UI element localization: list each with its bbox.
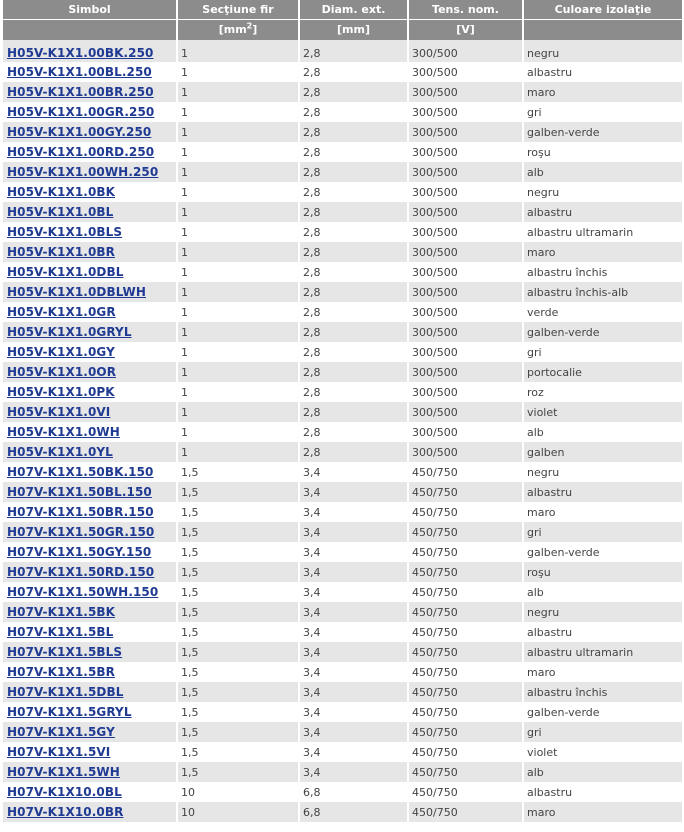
cell-color: roşu [524, 562, 682, 582]
cell-voltage: 450/750 [409, 482, 522, 502]
cell-symbol[interactable] [3, 462, 176, 482]
cell-section: 1,5 [178, 642, 298, 662]
cell-symbol[interactable] [3, 162, 176, 182]
cell-voltage: 450/750 [409, 642, 522, 662]
cell-section: 1 [178, 402, 298, 422]
cell-symbol[interactable] [3, 582, 176, 602]
cell-section: 1,5 [178, 562, 298, 582]
header-voltage: Tens. nom. [409, 0, 522, 20]
cell-voltage: 450/750 [412, 625, 458, 639]
cell-symbol[interactable] [3, 40, 176, 62]
cell-diam: 3,4 [303, 705, 321, 719]
header-unit-voltage: [V] [409, 20, 522, 40]
cell-color: portocalie [524, 362, 682, 382]
cell-section: 1 [178, 82, 298, 102]
table-row [3, 222, 682, 242]
cell-diam: 2,8 [300, 242, 407, 262]
cell-symbol[interactable] [3, 222, 176, 242]
cell-diam: 2,8 [303, 145, 321, 159]
cell-section: 1 [178, 442, 298, 462]
product-link[interactable]: H05V-K1X1.0OR [7, 365, 117, 379]
cell-voltage: 450/750 [412, 545, 458, 559]
cell-section: 1 [178, 122, 298, 142]
cell-section: 10 [181, 785, 195, 799]
cell-color: albastru [524, 202, 682, 222]
header-symbol: Simbol [3, 0, 176, 20]
header-section: Secţiune fir [178, 0, 298, 20]
table-row [3, 142, 682, 162]
product-link[interactable]: H05V-K1X1.0BL [7, 205, 114, 219]
table-row [3, 442, 682, 462]
cell-color: roşu [527, 145, 551, 159]
cell-color: violet [524, 402, 682, 422]
cell-voltage: 300/500 [412, 385, 458, 399]
cell-voltage: 300/500 [412, 145, 458, 159]
cell-voltage: 300/500 [409, 242, 522, 262]
cell-voltage: 300/500 [409, 362, 522, 382]
product-link[interactable]: H05V-K1X1.0YL [7, 445, 113, 459]
cell-voltage: 300/500 [412, 105, 458, 119]
cell-voltage: 450/750 [412, 665, 458, 679]
cell-color: gri [527, 105, 542, 119]
cell-color: negru [524, 602, 682, 622]
cell-diam: 3,4 [300, 522, 407, 542]
cell-color: violet [527, 745, 558, 759]
cell-diam: 2,8 [300, 402, 407, 422]
header-diam: Diam. ext. [300, 0, 407, 20]
product-link[interactable]: H05V-K1X1.00BK.250 [7, 46, 154, 60]
cell-color: maro [524, 242, 682, 262]
cell-symbol[interactable] [3, 302, 176, 322]
cell-section: 1 [181, 425, 188, 439]
product-link[interactable]: H05V-K1X1.0DBLWH [7, 285, 146, 299]
product-link[interactable]: H07V-K1X1.50BR.150 [7, 505, 154, 519]
product-link[interactable]: H05V-K1X1.0BLS [7, 225, 123, 239]
cell-color: alb [527, 425, 544, 439]
header-units-row [3, 20, 682, 40]
product-link[interactable]: H05V-K1X1.00GY.250 [7, 125, 152, 139]
cell-diam: 2,8 [303, 265, 321, 279]
cell-color: gri [524, 722, 682, 742]
cell-diam: 3,4 [303, 465, 321, 479]
cell-section: 1,5 [181, 585, 199, 599]
cell-symbol[interactable] [3, 362, 176, 382]
cell-color: alb [527, 585, 544, 599]
cell-section: 10 [178, 802, 298, 822]
table-row [3, 402, 682, 422]
product-link[interactable]: H07V-K1X1.50BK.150 [7, 465, 154, 479]
cell-color: albastru [527, 625, 573, 639]
cell-section: 1 [178, 162, 298, 182]
cell-symbol[interactable] [3, 322, 176, 342]
cell-symbol[interactable] [3, 82, 176, 102]
header-color: Culoare izolaţie [524, 0, 682, 20]
header-unit-section [178, 20, 298, 40]
header-units-color [524, 20, 682, 40]
product-link[interactable]: H07V-K1X1.50BL.150 [7, 485, 152, 499]
cell-diam: 3,4 [300, 762, 407, 782]
cell-voltage: 300/500 [409, 122, 522, 142]
cell-diam: 2,8 [303, 185, 321, 199]
table-row [3, 482, 682, 502]
table-row [3, 582, 682, 602]
cell-symbol[interactable] [3, 782, 176, 802]
product-link[interactable]: H07V-K1X10.0BR [7, 805, 124, 819]
cell-voltage: 300/500 [412, 185, 458, 199]
table-row [3, 322, 682, 342]
cell-diam: 3,4 [303, 625, 321, 639]
cell-section: 1,5 [181, 665, 199, 679]
product-link[interactable]: H07V-K1X1.5GRYL [7, 705, 132, 719]
cell-voltage: 450/750 [412, 785, 458, 799]
product-link[interactable]: H05V-K1X1.00GR.250 [7, 105, 155, 119]
cell-symbol[interactable] [3, 482, 176, 502]
product-link[interactable]: H05V-K1X1.0DBL [7, 265, 124, 279]
table-row [3, 782, 682, 802]
cell-diam: 6,8 [303, 785, 321, 799]
cell-voltage: 300/500 [412, 225, 458, 239]
cell-diam: 2,8 [300, 362, 407, 382]
cell-symbol[interactable] [3, 182, 176, 202]
cell-color: albastru ultramarin [524, 642, 682, 662]
cell-diam: 2,8 [303, 225, 321, 239]
cell-symbol[interactable] [3, 242, 176, 262]
cell-section: 1,5 [181, 625, 199, 639]
cell-section: 1 [181, 225, 188, 239]
cell-section: 1 [181, 185, 188, 199]
product-link[interactable]: H07V-K1X1.5WH [7, 765, 120, 779]
product-link[interactable]: H07V-K1X1.5GY [7, 725, 115, 739]
table-row [3, 742, 682, 762]
product-link[interactable]: H07V-K1X1.5BL [7, 625, 114, 639]
cell-color: alb [524, 162, 682, 182]
cell-section: 1,5 [178, 482, 298, 502]
cell-symbol[interactable] [3, 702, 176, 722]
cell-diam: 2,8 [303, 65, 321, 79]
cell-voltage: 300/500 [409, 402, 522, 422]
table-row [3, 802, 682, 822]
cell-color: albastru [527, 785, 573, 799]
cell-diam: 2,8 [303, 345, 321, 359]
cell-color: albastru ultramarin [527, 225, 634, 239]
product-link[interactable]: H05V-K1X1.0BK [7, 185, 116, 199]
cell-voltage: 450/750 [409, 682, 522, 702]
product-link[interactable]: H07V-K1X1.50GY.150 [7, 545, 152, 559]
cell-diam: 2,8 [300, 322, 407, 342]
table-row [3, 382, 682, 402]
cell-color: negru [527, 185, 560, 199]
cell-voltage: 300/500 [412, 425, 458, 439]
cell-color: maro [527, 665, 556, 679]
cell-color: galben-verde [524, 322, 682, 342]
cell-voltage: 300/500 [409, 82, 522, 102]
table-row [3, 422, 682, 442]
cell-diam: 3,4 [300, 642, 407, 662]
cell-symbol[interactable] [3, 382, 176, 402]
cell-voltage: 450/750 [409, 562, 522, 582]
unit-section-end: ] [252, 23, 258, 36]
cell-voltage: 300/500 [409, 322, 522, 342]
table-row [3, 362, 682, 382]
cell-symbol[interactable] [3, 422, 176, 442]
cell-symbol[interactable] [3, 282, 176, 302]
cell-color: verde [527, 305, 559, 319]
cell-voltage: 450/750 [409, 802, 522, 822]
table-row [3, 262, 682, 282]
cell-section: 1 [178, 322, 298, 342]
product-link[interactable]: H07V-K1X1.5BLS [7, 645, 123, 659]
cell-voltage: 300/500 [412, 265, 458, 279]
cell-symbol[interactable] [3, 742, 176, 762]
cell-voltage: 450/750 [412, 745, 458, 759]
product-link[interactable]: H07V-K1X10.0BL [7, 785, 122, 799]
table-row [3, 542, 682, 562]
cell-voltage: 450/750 [409, 722, 522, 742]
cell-voltage: 300/500 [409, 162, 522, 182]
cell-color: albastru închis [524, 682, 682, 702]
cell-diam: 6,8 [300, 802, 407, 822]
cell-symbol[interactable] [3, 342, 176, 362]
cell-diam: 2,8 [300, 202, 407, 222]
table-row [3, 82, 682, 102]
table-row [3, 642, 682, 662]
product-link[interactable]: H05V-K1X1.0GRYL [7, 325, 132, 339]
cell-symbol[interactable] [3, 622, 176, 642]
cell-color: maro [527, 505, 556, 519]
cell-voltage: 450/750 [412, 465, 458, 479]
cell-color: galben [524, 442, 682, 462]
cell-voltage: 300/500 [409, 282, 522, 302]
table-row [3, 62, 682, 82]
cell-symbol[interactable] [3, 802, 176, 822]
cell-section: 1,5 [181, 505, 199, 519]
cell-voltage: 450/750 [409, 602, 522, 622]
cell-section: 1,5 [178, 602, 298, 622]
table-row [3, 682, 682, 702]
cell-color: galben-verde [527, 545, 600, 559]
cable-table [1, 0, 684, 822]
cell-color: galben-verde [527, 705, 600, 719]
cell-color: maro [524, 802, 682, 822]
cell-diam: 2,8 [303, 305, 321, 319]
cell-symbol[interactable] [3, 142, 176, 162]
table-row [3, 502, 682, 522]
table-row [3, 662, 682, 682]
cell-symbol[interactable] [3, 642, 176, 662]
table-row [3, 282, 682, 302]
product-link[interactable]: H05V-K1X1.00WH.250 [7, 165, 159, 179]
cell-symbol[interactable] [3, 102, 176, 122]
cell-diam: 3,4 [303, 745, 321, 759]
product-link[interactable]: H07V-K1X1.50RD.150 [7, 565, 155, 579]
product-link[interactable]: H07V-K1X1.5VI [7, 745, 111, 759]
table-row [3, 102, 682, 122]
table-row [3, 522, 682, 542]
table-row [3, 182, 682, 202]
cell-voltage: 300/500 [409, 202, 522, 222]
product-link[interactable]: H05V-K1X1.0WH [7, 425, 120, 439]
product-link[interactable]: H05V-K1X1.00BL.250 [7, 65, 152, 79]
table-row [3, 462, 682, 482]
cell-color: gri [524, 522, 682, 542]
cell-symbol[interactable] [3, 762, 176, 782]
cell-diam: 3,4 [303, 585, 321, 599]
cell-diam: 2,8 [300, 82, 407, 102]
cell-color: roz [527, 385, 544, 399]
cell-diam: 3,4 [303, 505, 321, 519]
cell-diam: 2,8 [303, 385, 321, 399]
cell-color: maro [524, 82, 682, 102]
cell-symbol[interactable] [3, 662, 176, 682]
table-row [3, 242, 682, 262]
cell-symbol[interactable] [3, 522, 176, 542]
cell-section: 1,5 [178, 682, 298, 702]
cell-symbol[interactable] [3, 62, 176, 82]
table-header [3, 0, 682, 40]
cell-symbol[interactable] [3, 682, 176, 702]
table-row [3, 202, 682, 222]
cell-color: albastru închis-alb [524, 282, 682, 302]
cell-voltage: 450/750 [412, 705, 458, 719]
cell-color: albastru închis [527, 265, 608, 279]
cell-diam: 3,4 [300, 562, 407, 582]
cell-diam: 2,8 [300, 40, 407, 62]
cell-symbol[interactable] [3, 262, 176, 282]
cell-diam: 2,8 [300, 122, 407, 142]
product-link[interactable]: H05V-K1X1.0PK [7, 385, 115, 399]
table-row [3, 722, 682, 742]
cell-section: 1 [178, 362, 298, 382]
cell-voltage: 450/750 [409, 762, 522, 782]
cell-section: 1 [181, 345, 188, 359]
cell-section: 1 [178, 242, 298, 262]
cell-color: albastru [524, 482, 682, 502]
cell-symbol[interactable] [3, 722, 176, 742]
unit-section-base: [mm [218, 23, 247, 36]
product-link[interactable]: H05V-K1X1.0GR [7, 305, 116, 319]
cell-diam: 3,4 [300, 602, 407, 622]
table-row [3, 602, 682, 622]
cell-section: 1,5 [178, 522, 298, 542]
cell-section: 1,5 [181, 545, 199, 559]
cell-symbol[interactable] [3, 442, 176, 462]
cell-color: negru [524, 40, 682, 62]
table-row [3, 342, 682, 362]
cell-diam: 2,8 [303, 105, 321, 119]
cell-symbol[interactable] [3, 542, 176, 562]
cell-section: 1 [178, 282, 298, 302]
cell-diam: 3,4 [300, 682, 407, 702]
cell-diam: 2,8 [300, 282, 407, 302]
cell-section: 1 [181, 305, 188, 319]
table-row [3, 122, 682, 142]
cell-symbol[interactable] [3, 562, 176, 582]
cell-section: 1,5 [181, 465, 199, 479]
table-row [3, 40, 682, 62]
cell-section: 1 [181, 265, 188, 279]
header-unit-diam: [mm] [300, 20, 407, 40]
cell-symbol[interactable] [3, 602, 176, 622]
table-row [3, 702, 682, 722]
unit-section-exp: 2 [246, 21, 253, 31]
product-link[interactable]: H05V-K1X1.0GY [7, 345, 115, 359]
cell-section: 1 [181, 145, 188, 159]
table-body [3, 40, 682, 822]
cell-voltage: 450/750 [409, 522, 522, 542]
cell-section: 1,5 [181, 705, 199, 719]
header-row [3, 0, 682, 20]
cell-symbol[interactable] [3, 502, 176, 522]
cell-color: gri [527, 345, 542, 359]
cell-color: albastru [527, 65, 573, 79]
cell-section: 1,5 [181, 745, 199, 759]
cell-section: 1 [181, 65, 188, 79]
cell-color: alb [524, 762, 682, 782]
product-link[interactable]: H05V-K1X1.0BR [7, 245, 115, 259]
cell-diam: 3,4 [303, 665, 321, 679]
product-link[interactable]: H07V-K1X1.5DBL [7, 685, 124, 699]
product-link[interactable]: H05V-K1X1.00RD.250 [7, 145, 155, 159]
product-link[interactable]: H07V-K1X1.50GR.150 [7, 525, 155, 539]
cell-voltage: 450/750 [412, 585, 458, 599]
cell-color: negru [527, 465, 560, 479]
cell-symbol[interactable] [3, 402, 176, 422]
table-row [3, 302, 682, 322]
table-row [3, 162, 682, 182]
cell-section: 1,5 [178, 722, 298, 742]
cell-voltage: 300/500 [412, 305, 458, 319]
cell-section: 1 [178, 40, 298, 62]
cell-voltage: 300/500 [409, 40, 522, 62]
product-link[interactable]: H05V-K1X1.00BR.250 [7, 85, 154, 99]
header-units-symbol [3, 20, 176, 40]
cell-symbol[interactable] [3, 202, 176, 222]
cell-diam: 3,4 [303, 545, 321, 559]
cell-voltage: 300/500 [412, 345, 458, 359]
cell-diam: 2,8 [300, 442, 407, 462]
cell-diam: 3,4 [300, 722, 407, 742]
product-link[interactable]: H07V-K1X1.50WH.150 [7, 585, 159, 599]
cell-diam: 2,8 [303, 425, 321, 439]
cell-voltage: 300/500 [412, 65, 458, 79]
cell-symbol[interactable] [3, 122, 176, 142]
product-link[interactable]: H07V-K1X1.5BK [7, 605, 116, 619]
product-link[interactable]: H07V-K1X1.5BR [7, 665, 115, 679]
cell-diam: 3,4 [300, 482, 407, 502]
table-row [3, 622, 682, 642]
cell-diam: 2,8 [300, 162, 407, 182]
cell-color: galben-verde [524, 122, 682, 142]
cell-section: 1 [178, 202, 298, 222]
cell-section: 1 [181, 385, 188, 399]
cell-voltage: 300/500 [409, 442, 522, 462]
table-row [3, 562, 682, 582]
table-row [3, 762, 682, 782]
cell-section: 1 [181, 105, 188, 119]
product-link[interactable]: H05V-K1X1.0VI [7, 405, 111, 419]
cell-voltage: 450/750 [412, 505, 458, 519]
cell-section: 1,5 [178, 762, 298, 782]
